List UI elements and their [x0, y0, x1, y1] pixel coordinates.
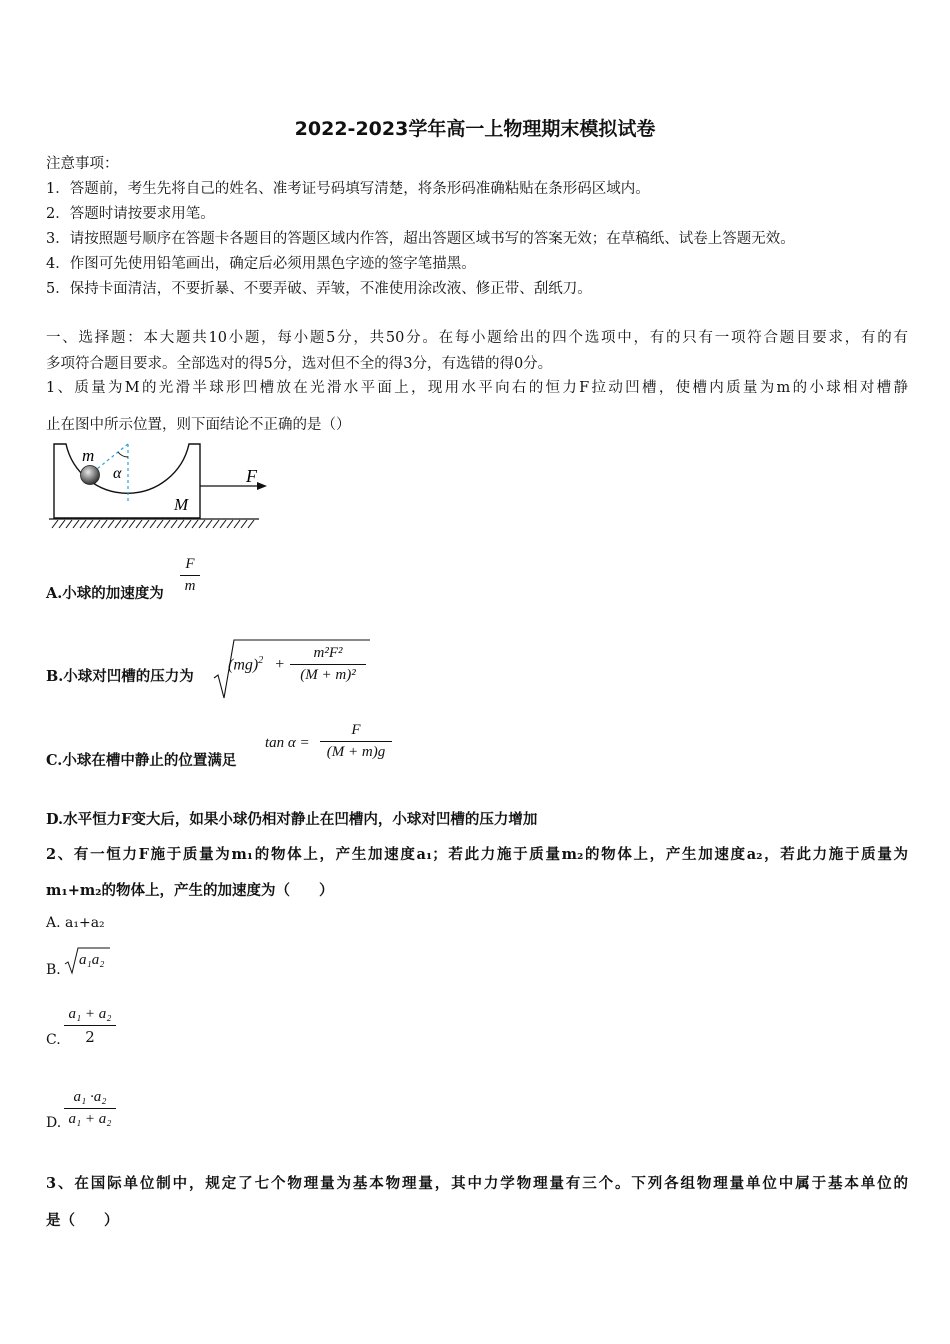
exam-title: 2022-2023学年高一上物理期末模拟试卷	[294, 118, 656, 140]
q2-option-d-fraction	[64, 1089, 116, 1128]
fraction-bar	[180, 575, 200, 576]
fraction-bar	[320, 741, 392, 742]
q2-option-b-label: B.	[46, 962, 61, 978]
q1-option-c-fraction	[320, 722, 392, 761]
q1-option-b-mg: (mg)	[228, 656, 259, 674]
ball-label: m	[82, 446, 95, 465]
q1-option-c-numerator: F	[351, 722, 361, 738]
fraction-bar	[64, 1025, 116, 1026]
notice-item-5: 5．保持卡面清洁，不要折暴、不要弄破、弄皱，不准使用涂改液、修正带、刮纸刀。	[46, 281, 592, 297]
q2-option-c-fraction	[64, 1006, 116, 1046]
q1-option-a: A.小球的加速度为	[46, 585, 164, 602]
q1-stem-line-2: 止在图中所示位置，则下面结论不正确的是（）	[46, 417, 351, 433]
angle-label: α	[113, 465, 122, 482]
q3-stem-line-2: 是（ ）	[46, 1212, 119, 1229]
fraction-bar	[290, 664, 366, 665]
q1-option-b-plus: +	[275, 656, 285, 674]
q2-option-d-label: D.	[46, 1115, 62, 1131]
q1-option-a-denominator: m	[184, 578, 196, 594]
notice-item-2: 2．答题时请按要求用笔。	[46, 206, 215, 222]
q1-option-a-numerator: F	[185, 556, 195, 572]
q1-stem-line-1: 1、质量为M的光滑半球形凹槽放在光滑水平面上，现用水平向右的恒力F拉动凹槽，使槽内质量为m的小球相对槽静	[46, 380, 908, 396]
notice-item-3: 3．请按照题号顺序在答题卡各题目的答题区域内作答，超出答题区域书写的答案无效；在草稿纸、试卷上答题无效。	[46, 231, 795, 247]
q1-option-b-fraction	[290, 645, 366, 684]
q2-stem-line-2: m₁+m₂的物体上，产生的加速度为（ ）	[46, 882, 334, 899]
q1-option-b: B.小球对凹槽的压力为	[46, 668, 194, 685]
q1-option-b-term1	[228, 655, 284, 674]
q1-option-c-denominator: (M + m)g	[326, 744, 386, 760]
q2-stem-line-1: 2、有一恒力F施于质量为m₁的物体上，产生加速度a₁；若此力施于质量m₂的物体上，产生加速度a₂，若此力施于质量为	[46, 846, 908, 863]
q1-option-c: C.小球在槽中静止的位置满足	[46, 752, 237, 769]
q1-option-b-denominator: (M + m)²	[300, 667, 356, 683]
groove-label: M	[174, 495, 189, 514]
q1-option-c-lhs: tan α =	[265, 735, 310, 751]
q1-option-b-numerator: m²F²	[313, 645, 343, 661]
q2-option-c-label: C.	[46, 1032, 61, 1048]
q3-stem-line-1: 3、在国际单位制中，规定了七个物理量为基本物理量，其中力学物理量有三个。下列各组物理量单位中属于基本单位的	[46, 1175, 908, 1192]
notice-heading: 注意事项：	[46, 156, 119, 172]
q1-groove-figure	[44, 440, 274, 532]
q2-option-d-numerator: a₁ ·a₂	[73, 1089, 107, 1105]
notice-item-4: 4．作图可先使用铅笔画出，确定后必须用黑色字迹的签字笔描黑。	[46, 256, 476, 272]
q2-option-a: A. a₁+a₂	[46, 915, 105, 931]
section1-line-1: 一、选择题：本大题共10小题，每小题5分，共50分。在每小题给出的四个选项中，有的只有一项符合题目要求，有的有	[46, 330, 908, 346]
q2-option-c-numerator: a₁ + a₂	[68, 1006, 112, 1022]
q2-option-b-expr: a₁a₂	[79, 952, 105, 968]
q2-option-d-denominator: a₁ + a₂	[68, 1111, 112, 1127]
section1-line-2: 多项符合题目要求。全部选对的得5分，选对但不全的得3分，有选错的得0分。	[46, 356, 553, 372]
q1-option-b-exponent: 2	[258, 655, 264, 666]
fraction-bar	[64, 1108, 116, 1109]
q1-option-d: D.水平恒力F变大后，如果小球仍相对静止在凹槽内，小球对凹槽的压力增加	[46, 811, 538, 828]
q1-option-a-fraction	[180, 556, 200, 595]
force-label: F	[246, 466, 257, 486]
notice-item-1: 1．答题前，考生先将自己的姓名、准考证号码填写清楚，将条形码准确粘贴在条形码区域内。	[46, 181, 650, 197]
q2-option-c-denominator: 2	[85, 1028, 95, 1046]
